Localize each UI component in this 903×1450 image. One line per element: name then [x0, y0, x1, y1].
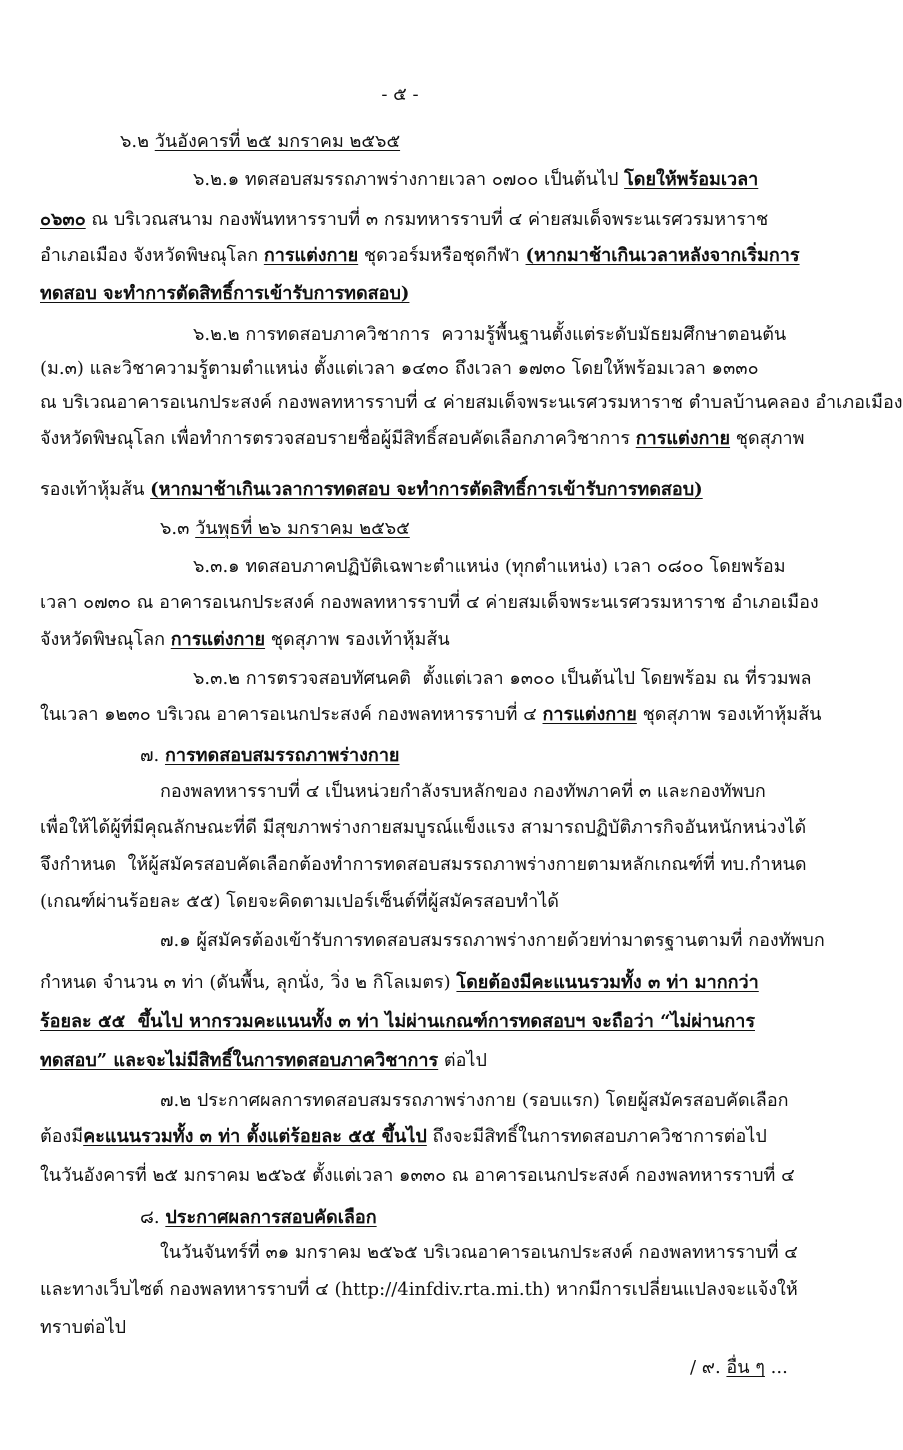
- text-line: [40, 1010, 800, 1034]
- emphasized-text: การแต่งกาย: [542, 704, 637, 725]
- text-segment: ๖.๓.๒ การตรวจสอบทัศนคติ ตั้งแต่เวลา ๑๓๐๐ เป็นต้นไป โดยพร้อม ณ ที่รวมพล: [193, 668, 812, 689]
- text-segment: ๗.๑ ผู้สมัครต้องเข้ารับการทดสอบสมรรถภาพร่างกายด้วยท่ามาตรฐานตามที่ กองทัพบก: [160, 930, 825, 951]
- text-line: [40, 703, 822, 727]
- text-line: [193, 667, 812, 691]
- emphasized-text: (หากมาช้าเกินเวลาหลังจากเริ่มการ: [525, 245, 800, 266]
- emphasized-text: ทดสอบ” และจะไม่มีสิทธิ์ในการทดสอบภาควิชาการ: [40, 1050, 439, 1071]
- text-segment: ๖.๒.๒ การทดสอบภาควิชาการ ความรู้พื้นฐานตั้งแต่ระดับมัธยมศึกษาตอนต้น: [193, 324, 787, 345]
- text-segment: ๖.๓: [160, 518, 196, 539]
- text-segment: ๗.๒ ประกาศผลการทดสอบสมรรถภาพร่างกาย (รอบแรก) โดยผู้สมัครสอบคัดเลือก: [160, 1090, 789, 1111]
- text-line: [40, 478, 800, 502]
- text-segment: ๘.: [140, 1207, 166, 1228]
- text-segment: ในวันจันทร์ที่ ๓๑ มกราคม ๒๕๖๕ บริเวณอาคารอเนกประสงค์ กองพลทหารราบที่ ๔: [160, 1242, 798, 1263]
- text-segment: ณ บริเวณอาคารอเนกประสงค์ กองพลทหารราบที่ ๔ ค่ายสมเด็จพระนเรศวรมหาราช ตำบลบ้านคลอง อำเภอเมือง: [40, 392, 903, 413]
- text-line: [690, 1356, 800, 1380]
- text-line: [193, 555, 800, 579]
- text-line: [193, 323, 800, 347]
- text-line: [40, 1049, 800, 1073]
- text-line: [160, 780, 800, 804]
- emphasized-text: อื่น ๆ: [726, 1357, 765, 1378]
- text-line: [40, 816, 807, 840]
- text-segment: ในเวลา ๑๒๓๐ บริเวณ อาคารอเนกประสงค์ กองพลทหารราบที่ ๔: [40, 704, 543, 725]
- text-segment: ต้องมี: [40, 1126, 84, 1147]
- text-segment: ณ บริเวณสนาม กองพันทหารราบที่ ๓ กรมทหารราบที่ ๔ ค่ายสมเด็จพระนเรศวรมหาราช: [85, 209, 769, 230]
- text-segment: (เกณฑ์ผ่านร้อยละ ๕๕) โดยจะคิดตามเปอร์เซ็นต์ที่ผู้สมัครสอบทำได้: [40, 891, 559, 912]
- emphasized-text: การแต่งกาย: [170, 629, 266, 650]
- text-line: [40, 1278, 800, 1302]
- text-segment: ๗.: [140, 745, 165, 766]
- emphasized-text: การแต่งกาย: [635, 428, 731, 449]
- text-line: [40, 628, 800, 652]
- text-segment: จังหวัดพิษณุโลก เพื่อทำการตรวจสอบรายชื่อผู้มีสิทธิ์สอบคัดเลือกภาควิชาการ: [40, 428, 636, 449]
- text-line: [160, 1241, 800, 1265]
- text-line: [40, 427, 805, 451]
- text-line: [40, 1316, 800, 1340]
- emphasized-text: ประกาศผลการสอบคัดเลือก: [165, 1207, 377, 1228]
- text-segment: ต่อไป: [438, 1050, 487, 1071]
- page-number: - ๕ -: [381, 84, 419, 105]
- text-line: [193, 168, 800, 192]
- text-segment: ๖.๒.๑ ทดสอบสมรรถภาพร่างกายเวลา ๐๗๐๐ เป็นต้นไป: [193, 169, 625, 190]
- text-segment: ถึงจะมีสิทธิ์ในการทดสอบภาควิชาการต่อไป: [426, 1126, 767, 1147]
- text-segment: จึงกำหนด ให้ผู้สมัครสอบคัดเลือกต้องทำการทดสอบสมรรถภาพร่างกายตามหลักเกณฑ์ที่ ทบ.กำหนด: [40, 854, 807, 875]
- text-segment: ในวันอังคารที่ ๒๕ มกราคม ๒๕๖๕ ตั้งแต่เวลา ๑๓๓๐ ณ อาคารอเนกประสงค์ กองพลทหารราบที่ ๔: [40, 1165, 795, 1186]
- emphasized-text: (หากมาช้าเกินเวลาการทดสอบ จะทำการตัดสิทธิ์การเข้ารับการทดสอบ): [150, 479, 703, 500]
- emphasized-text: ร้อยละ ๕๕ ขึ้นไป หากรวมคะแนนทั้ง ๓ ท่า ไม่ผ่านเกณฑ์การทดสอบฯ จะถือว่า “ไม่ผ่านการ: [40, 1011, 755, 1032]
- text-segment: และทางเว็บไซต์ กองพลทหารราบที่ ๔ (http://4infdiv.rta.mi.th) หากมีการเปลี่ยนแปลงจะแจ้งให้: [40, 1279, 798, 1300]
- text-segment: ชุดวอร์มหรือชุดกีฬา: [358, 245, 526, 266]
- text-line: [140, 1206, 800, 1230]
- text-segment: เพื่อให้ได้ผู้ที่มีคุณลักษณะที่ดี มีสุขภาพร่างกายสมบูรณ์แข็งแรง สามารถปฏิบัติภารกิจอันหนักหน่วงได้: [40, 817, 807, 838]
- text-line: [40, 591, 819, 615]
- emphasized-text: โดยให้พร้อมเวลา: [624, 169, 759, 190]
- emphasized-text: วันพุธที่ ๒๖ มกราคม ๒๕๖๕: [195, 518, 410, 539]
- text-segment: จังหวัดพิษณุโลก: [40, 629, 171, 650]
- text-line: [40, 357, 800, 381]
- text-segment: อำเภอเมือง จังหวัดพิษณุโลก: [40, 245, 264, 266]
- text-line: [40, 853, 807, 877]
- text-segment: ๖.๓.๑ ทดสอบภาคปฏิบัติเฉพาะตำแหน่ง (ทุกตำแหน่ง) เวลา ๐๘๐๐ โดยพร้อม: [193, 556, 786, 577]
- text-segment: / ๙.: [690, 1357, 727, 1378]
- text-line: [40, 890, 800, 914]
- text-line: [40, 208, 800, 232]
- text-segment: ชุดสุภาพ รองเท้าหุ้มส้น: [636, 704, 822, 725]
- emphasized-text: การแต่งกาย: [263, 245, 359, 266]
- text-segment: ทราบต่อไป: [40, 1317, 127, 1338]
- text-segment: ...: [764, 1357, 788, 1378]
- emphasized-text: คะแนนรวมทั้ง ๓ ท่า ตั้งแต่ร้อยละ ๕๕ ขึ้นไป: [83, 1126, 427, 1147]
- text-segment: (ม.๓) และวิชาความรู้ตามตำแหน่ง ตั้งแต่เวลา ๑๔๓๐ ถึงเวลา ๑๗๓๐ โดยให้พร้อมเวลา ๑๓๓๐: [40, 358, 759, 379]
- emphasized-text: ๐๖๓๐: [40, 209, 86, 230]
- text-segment: กำหนด จำนวน ๓ ท่า (ดันพื้น, ลุกนั่ง, วิ่ง ๒ กิโลเมตร): [40, 972, 457, 993]
- text-line: [140, 744, 800, 768]
- text-line: [160, 1089, 800, 1113]
- text-line: [160, 929, 825, 953]
- emphasized-text: ทดสอบ จะทำการตัดสิทธิ์การเข้ารับการทดสอบ): [40, 283, 410, 304]
- text-line: [160, 517, 800, 541]
- text-line: [120, 130, 800, 154]
- emphasized-text: วันอังคารที่ ๒๕ มกราคม ๒๕๖๕: [154, 131, 401, 152]
- text-segment: ชุดสุภาพ รองเท้าหุ้มส้น: [265, 629, 450, 650]
- text-line: [40, 1164, 800, 1188]
- text-segment: ชุดสุภาพ: [730, 428, 805, 449]
- text-line: [40, 1125, 800, 1149]
- text-segment: กองพลทหารราบที่ ๔ เป็นหน่วยกำลังรบหลักของ กองทัพภาคที่ ๓ และกองทัพบก: [160, 781, 766, 802]
- text-segment: เวลา ๐๗๓๐ ณ อาคารอเนกประสงค์ กองพลทหารราบที่ ๔ ค่ายสมเด็จพระนเรศวรมหาราช อำเภอเมือง: [40, 592, 819, 613]
- text-segment: รองเท้าหุ้มส้น: [40, 479, 151, 500]
- text-line: [40, 282, 800, 306]
- text-line: [40, 244, 800, 268]
- emphasized-text: โดยต้องมีคะแนนรวมทั้ง ๓ ท่า มากกว่า: [456, 972, 759, 993]
- text-line: [40, 391, 903, 415]
- text-segment: ๖.๒: [120, 131, 155, 152]
- emphasized-text: การทดสอบสมรรถภาพร่างกาย: [164, 745, 400, 766]
- text-line: [40, 971, 800, 995]
